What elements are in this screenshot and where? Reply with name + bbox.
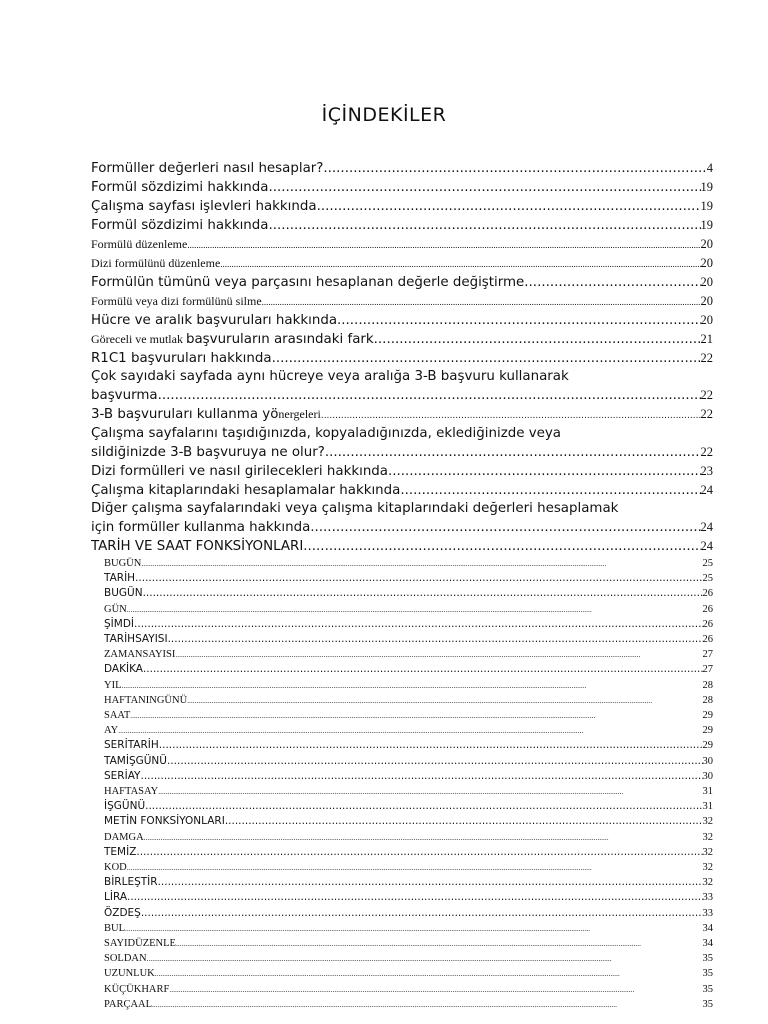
page-number: 33: [702, 907, 713, 919]
page-number: 35: [702, 998, 713, 1010]
toc-entry-line: [91, 159, 713, 178]
toc-entry-line: [104, 784, 713, 799]
dot-leader: [127, 890, 703, 905]
page-number: 21: [700, 332, 713, 346]
toc-entry-line: [104, 738, 713, 753]
dot-leader: [169, 982, 702, 997]
toc-entry-line: [104, 693, 713, 708]
dot-leader: [225, 814, 703, 829]
page-number: 29: [702, 725, 713, 737]
dot-leader: [269, 217, 701, 235]
toc-entry-line: [104, 586, 713, 601]
toc-entry-line: [104, 647, 713, 662]
page-number: 26: [702, 618, 713, 630]
toc-entry-title: Formülün tümünü veya parçasını hesaplanan değerle değiştirme: [91, 275, 525, 290]
toc-entry-line: [104, 723, 713, 738]
page-number: 27: [702, 664, 713, 676]
toc-entry-title: başvurma: [91, 388, 158, 403]
dot-leader: [323, 160, 706, 178]
page-number: 22: [700, 407, 713, 421]
page-number: 27: [702, 649, 713, 661]
toc-sub-entry[interactable]: [91, 921, 713, 936]
toc-sub-entry[interactable]: [91, 799, 713, 814]
toc-entry-line: [91, 197, 713, 216]
toc-entry-line: [104, 754, 713, 769]
toc-entry-line: [104, 769, 713, 784]
toc-entry-line: [104, 708, 713, 723]
toc-sub-entry[interactable]: [91, 586, 713, 601]
dot-leader: [130, 708, 702, 723]
toc-entry-title: SAAT: [104, 710, 131, 722]
toc-entry[interactable]: [91, 178, 713, 197]
toc-entry-line: [91, 235, 713, 254]
toc-sub-entry[interactable]: [91, 951, 713, 966]
toc-entry-title-part: başvuruların arasındaki fark: [185, 332, 374, 347]
toc-sub-entry[interactable]: [91, 617, 713, 632]
page-number: 29: [702, 710, 713, 722]
toc-entry-title: SERİAY: [104, 769, 141, 782]
toc-entry-line: [91, 330, 713, 349]
toc-entry-line: [91, 273, 713, 292]
toc-entry-line: [104, 890, 713, 905]
toc-entry-title: KOD: [104, 862, 127, 874]
toc-entry-title: [91, 405, 321, 424]
toc-entry-line: [104, 997, 713, 1012]
toc-entry-line: [91, 405, 713, 425]
page-number: 19: [700, 180, 713, 194]
dot-leader: [524, 274, 700, 292]
toc-entry-title: HAFTASAY: [104, 786, 159, 798]
dot-leader: [144, 830, 703, 845]
page-number: 33: [702, 892, 713, 904]
toc-entry-title: SAYIDÜZENLE: [104, 938, 176, 950]
dot-leader: [337, 312, 700, 330]
dot-leader: [167, 754, 703, 769]
toc-entry-title: TARİH: [104, 572, 136, 585]
page-number: 25: [702, 558, 713, 569]
page-number: 32: [702, 846, 713, 858]
toc-entry-line: [91, 254, 713, 273]
toc-sub-entry[interactable]: [91, 982, 713, 997]
toc-entry-line: [104, 799, 713, 814]
toc-entry-title: PARÇAAL: [104, 998, 153, 1010]
page-number: 30: [702, 755, 713, 767]
toc-entry-title: Dizi formülleri ve nasıl girilecekleri hakkında: [91, 464, 389, 479]
dot-leader: [147, 951, 703, 966]
page-number: 20: [700, 237, 713, 251]
dot-leader: [158, 387, 701, 405]
dot-leader: [187, 236, 700, 254]
dot-leader: [269, 179, 701, 197]
toc-entry-title: BUGÜN: [104, 558, 142, 569]
toc-entry-line: [104, 906, 713, 921]
toc-entry[interactable]: [91, 481, 713, 500]
toc-sub-entry[interactable]: [91, 602, 713, 617]
toc-entry-line: [91, 518, 713, 537]
dot-leader: [145, 799, 702, 814]
toc-sub-entry[interactable]: [91, 708, 713, 723]
page-number: 20: [700, 275, 713, 289]
toc-entry-title: METİN FONKSİYONLARI: [104, 815, 225, 828]
page-number: 25: [702, 573, 713, 585]
dot-leader: [272, 350, 701, 368]
page-number: 4: [706, 161, 713, 175]
page-number: 24: [700, 539, 713, 553]
dot-leader: [152, 997, 702, 1012]
page-number: 28: [702, 679, 713, 691]
toc-entry-title: Çalışma kitaplarındaki hesaplamalar hakkında: [91, 483, 401, 498]
toc-entry-title: ŞİMDİ: [104, 617, 135, 630]
page-number: 32: [702, 831, 713, 843]
toc-entry-line: [91, 311, 713, 330]
toc-entry-line: [91, 178, 713, 197]
dot-leader: [321, 407, 701, 425]
table-of-contents: [91, 159, 713, 1012]
toc-entry-title-part: Göreceli ve mutlak: [91, 332, 186, 346]
toc-entry-title: Formüller değerleri nasıl hesaplar?: [91, 161, 324, 176]
toc-entry-line: [104, 617, 713, 632]
toc-entry-title: DAKİKA: [104, 663, 143, 676]
toc-entry-line: [104, 678, 713, 693]
toc-sub-entry[interactable]: [91, 632, 713, 647]
dot-leader: [374, 331, 701, 349]
dot-leader: [168, 632, 703, 647]
toc-entry-title: Dizi formülünü düzenleme: [91, 256, 221, 270]
toc-entry[interactable]: [91, 273, 713, 292]
dot-leader: [134, 617, 702, 632]
toc-entry[interactable]: [91, 292, 713, 311]
dot-leader: [140, 769, 702, 784]
dot-leader: [143, 586, 703, 601]
page-number: 22: [700, 445, 713, 459]
dot-leader: [158, 875, 703, 890]
toc-entry-line: [104, 966, 713, 981]
dot-leader: [122, 678, 703, 693]
dot-leader: [143, 662, 703, 677]
toc-entry-line: [91, 216, 713, 235]
toc-entry-title: ÖZDEŞ: [104, 906, 141, 919]
toc-entry-line: [104, 860, 713, 875]
toc-entry-line: [104, 951, 713, 966]
toc-entry[interactable]: [91, 462, 713, 481]
toc-sub-entry[interactable]: [91, 890, 713, 905]
toc-entry-title: [91, 330, 374, 349]
page-number: 35: [702, 983, 713, 995]
toc-sub-entry[interactable]: [91, 860, 713, 875]
toc-entry-line: [104, 571, 713, 586]
dot-leader: [388, 463, 700, 481]
toc-entry[interactable]: [91, 311, 713, 330]
toc-entry[interactable]: [91, 425, 713, 462]
toc-entry-title-line1: Çalışma sayfalarını taşıdığınızda, kopyaladığınızda, eklediğinizde veya: [91, 426, 562, 441]
toc-entry-title: SERİTARİH: [104, 739, 159, 752]
toc-entry-line: [91, 443, 713, 462]
page-number: 35: [702, 968, 713, 980]
toc-entry-line: [104, 662, 713, 677]
toc-entry-title: GÜN: [104, 603, 127, 615]
toc-entry-title-line1: Diğer çalışma sayfalarındaki veya çalışma kitaplarındaki değerleri hesaplamak: [91, 501, 619, 516]
page-number: 20: [700, 256, 713, 270]
toc-entry-title: KÜÇÜKHARF: [104, 983, 170, 995]
toc-entry-title: BİRLEŞTİR: [104, 876, 158, 889]
dot-leader: [175, 647, 702, 662]
page-number: 23: [700, 464, 713, 478]
page-number: 22: [700, 351, 713, 365]
toc-entry-title: BUL: [104, 922, 125, 934]
page-number: 32: [702, 877, 713, 889]
toc-entry-title: Formül sözdizimi hakkında: [91, 180, 269, 195]
toc-entry-line: [104, 830, 713, 845]
toc-entry-line: [91, 481, 713, 500]
toc-sub-entry[interactable]: [91, 997, 713, 1012]
toc-entry[interactable]: [91, 235, 713, 254]
toc-entry-line: [104, 936, 713, 951]
toc-entry-line: [91, 292, 713, 311]
dot-leader: [141, 906, 703, 921]
toc-entry-title: TAMİŞGÜNÜ: [104, 754, 167, 767]
toc-entry-title: AY: [104, 725, 119, 737]
page-number: 31: [702, 801, 713, 813]
toc-entry-line: [104, 632, 713, 647]
toc-sub-entry[interactable]: [91, 571, 713, 586]
toc-entry-title: SOLDAN: [104, 953, 147, 965]
toc-sub-entry[interactable]: [91, 845, 713, 860]
toc-entry[interactable]: [91, 405, 713, 425]
page-number: 22: [700, 388, 713, 402]
toc-entry-title-line1: Çok sayıdaki sayfada aynı hücreye veya aralığa 3-B başvuru kullanarak: [91, 369, 569, 384]
toc-sub-entry[interactable]: [91, 966, 713, 981]
dot-leader: [127, 602, 703, 617]
toc-entry-line: [104, 556, 713, 571]
toc-sub-entry[interactable]: [91, 906, 713, 921]
dot-leader: [159, 738, 703, 753]
toc-entry-title: LİRA: [104, 891, 127, 904]
toc-sub-entry[interactable]: [91, 875, 713, 890]
toc-entry-line: [91, 349, 713, 368]
page-title: İÇİNDEKİLER: [321, 104, 447, 126]
page-number: 26: [702, 634, 713, 646]
toc-sub-entry[interactable]: [91, 723, 713, 738]
dot-leader: [176, 936, 703, 951]
dot-leader: [262, 293, 701, 311]
toc-entry[interactable]: [91, 197, 713, 216]
toc-entry-title: HAFTANINGÜNÜ: [104, 694, 188, 706]
toc-entry-title: DAMGA: [104, 831, 144, 843]
dot-leader: [135, 571, 702, 586]
toc-entry-line: [91, 462, 713, 481]
dot-leader: [118, 723, 702, 738]
page-number: 20: [700, 313, 713, 327]
toc-entry-title: TARİHSAYISI: [104, 633, 168, 646]
toc-entry-title-part: 3-B başvuruları kullanma yö: [91, 407, 279, 422]
toc-entry-title: UZUNLUK: [104, 968, 155, 980]
dot-leader: [125, 921, 703, 936]
toc-sub-entry[interactable]: [91, 769, 713, 784]
page-number: 26: [702, 588, 713, 600]
page-number: 24: [700, 520, 713, 534]
dot-leader: [136, 845, 702, 860]
page-number: 29: [702, 740, 713, 752]
toc-entry-line: [91, 386, 713, 405]
toc-sub-entry[interactable]: [91, 678, 713, 693]
toc-entry-line: [104, 921, 713, 936]
toc-entry-title: ZAMANSAYISI: [104, 649, 176, 661]
toc-entry[interactable]: [91, 537, 713, 556]
toc-entry-line: [91, 537, 713, 556]
page-number: 28: [702, 694, 713, 706]
toc-entry-title: TARİH VE SAAT FONKSİYONLARI: [91, 539, 304, 554]
toc-entry-title: TEMİZ: [104, 845, 137, 858]
dot-leader: [220, 255, 700, 273]
toc-entry[interactable]: [91, 368, 713, 405]
dot-leader: [127, 860, 703, 875]
page-number: 19: [700, 199, 713, 213]
toc-sub-entry[interactable]: [91, 662, 713, 677]
toc-sub-entry[interactable]: [91, 784, 713, 799]
page-number: 24: [700, 483, 713, 497]
toc-entry-title: Hücre ve aralık başvuruları hakkında: [91, 313, 338, 328]
toc-sub-entry[interactable]: [91, 738, 713, 753]
toc-entry[interactable]: [91, 216, 713, 235]
toc-sub-entry[interactable]: [91, 647, 713, 662]
dot-leader: [158, 784, 702, 799]
toc-entry-title: sildiğinizde 3-B başvuruya ne olur?: [91, 445, 325, 460]
toc-entry-line: [104, 602, 713, 617]
toc-entry[interactable]: [91, 330, 713, 349]
toc-entry[interactable]: [91, 254, 713, 273]
dot-leader: [141, 556, 702, 571]
page-number: 20: [700, 294, 713, 308]
page-number: 26: [702, 603, 713, 615]
page-number: 32: [702, 862, 713, 874]
toc-entry-line: [104, 875, 713, 890]
page-number: 32: [702, 816, 713, 828]
dot-leader: [187, 693, 702, 708]
toc-sub-entry[interactable]: [91, 693, 713, 708]
toc-entry[interactable]: [91, 349, 713, 368]
toc-entry-title: YIL: [104, 679, 122, 691]
toc-sub-entry[interactable]: [91, 830, 713, 845]
toc-entry-title: Formülü düzenleme: [91, 237, 188, 251]
dot-leader: [325, 444, 701, 462]
page-number: 31: [702, 786, 713, 798]
toc-sub-entry[interactable]: [91, 754, 713, 769]
toc-entry-title: Formül sözdizimi hakkında: [91, 218, 269, 233]
toc-sub-entry[interactable]: [91, 556, 713, 571]
page-number: 30: [702, 770, 713, 782]
dot-leader: [155, 966, 703, 981]
toc-entry[interactable]: [91, 159, 713, 178]
toc-entry-title: Formülü veya dizi formülünü silme: [91, 294, 262, 308]
dot-leader: [400, 482, 700, 500]
toc-entry-title: Çalışma sayfası işlevleri hakkında: [91, 199, 317, 214]
dot-leader: [310, 519, 700, 537]
toc-entry-line: [104, 982, 713, 997]
toc-entry-title-part: nergeleri: [278, 407, 321, 421]
page-number: 19: [700, 218, 713, 232]
toc-entry-title: için formüller kullanma hakkında: [91, 520, 311, 535]
dot-leader: [317, 198, 701, 216]
page-number: 34: [702, 922, 713, 934]
toc-entry-title: BUGÜN: [104, 587, 143, 600]
page-number: 34: [702, 938, 713, 950]
dot-leader: [303, 538, 700, 556]
toc-entry-title: İŞGÜNÜ: [104, 800, 146, 813]
toc-sub-entry[interactable]: [91, 814, 713, 829]
toc-entry-line: [104, 814, 713, 829]
toc-entry[interactable]: [91, 500, 713, 537]
toc-sub-entry[interactable]: [91, 936, 713, 951]
page-number: 35: [702, 953, 713, 965]
toc-entry-title: R1C1 başvuruları hakkında: [91, 351, 272, 366]
toc-entry-line: [104, 845, 713, 860]
